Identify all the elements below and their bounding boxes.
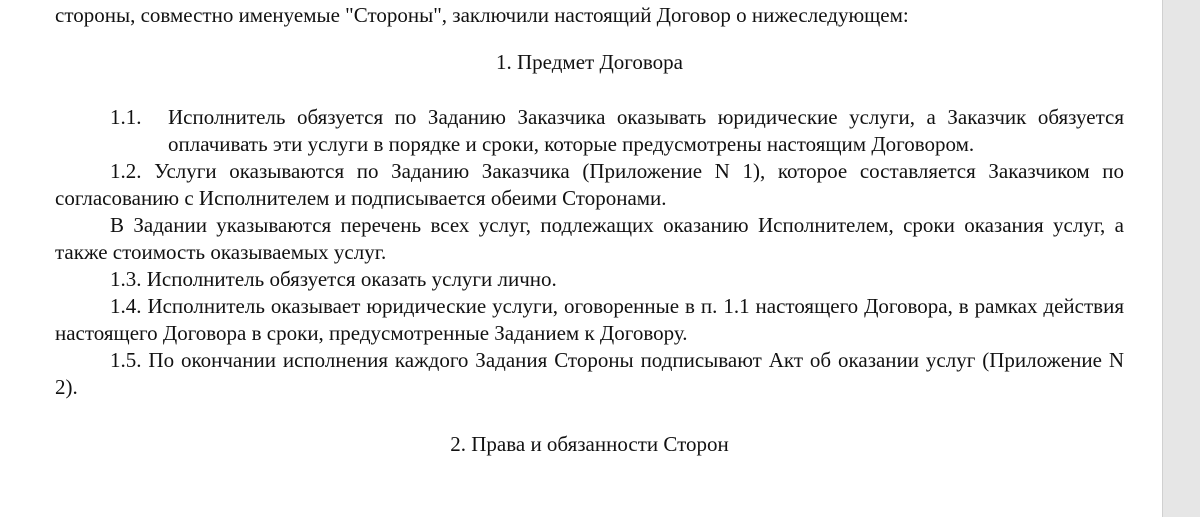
clause-1-3: 1.3. Исполнитель обязуется оказать услуги лично.: [110, 267, 557, 291]
clause-1-4: 1.4. Исполнитель оказывает юридические услуги, оговоренные в п. 1.1 настоящего Договора, в рамках действия настоящего Договора в сроки, предусмотренные Заданием к Договору.: [55, 294, 1124, 345]
section-2-heading: 2. Права и обязанности Сторон: [450, 432, 729, 456]
section-1-heading: 1. Предмет Договора: [496, 50, 683, 74]
window-gutter: [1162, 0, 1200, 517]
intro-line: стороны, совместно именуемые "Стороны", заключили настоящий Договор о нижеследующем:: [55, 3, 909, 27]
clause-1-1: [55, 104, 1124, 158]
task-paragraph: В Задании указываются перечень всех услуг, подлежащих оказанию Исполнителем, сроки оказания услуг, а также стоимость оказываемых услуг.: [55, 213, 1124, 264]
clause-1-1-number: 1.1.: [110, 105, 142, 129]
clause-1-2: 1.2. Услуги оказываются по Заданию Заказчика (Приложение N 1), которое составляется Заказчиком по согласованию с Исполнителем и подписывается обеими Сторонами.: [55, 159, 1124, 210]
document-body: [55, 0, 1124, 458]
clause-1-5: 1.5. По окончании исполнения каждого Задания Стороны подписывают Акт об оказании услуг (Приложение N 2).: [55, 348, 1124, 399]
clause-1-1-text: Исполнитель обязуется по Заданию Заказчика оказывать юридические услуги, а Заказчик обязуется оплачивать эти услуги в порядке и сроки, которые предусмотрены настоящим Договором.: [168, 105, 1124, 156]
